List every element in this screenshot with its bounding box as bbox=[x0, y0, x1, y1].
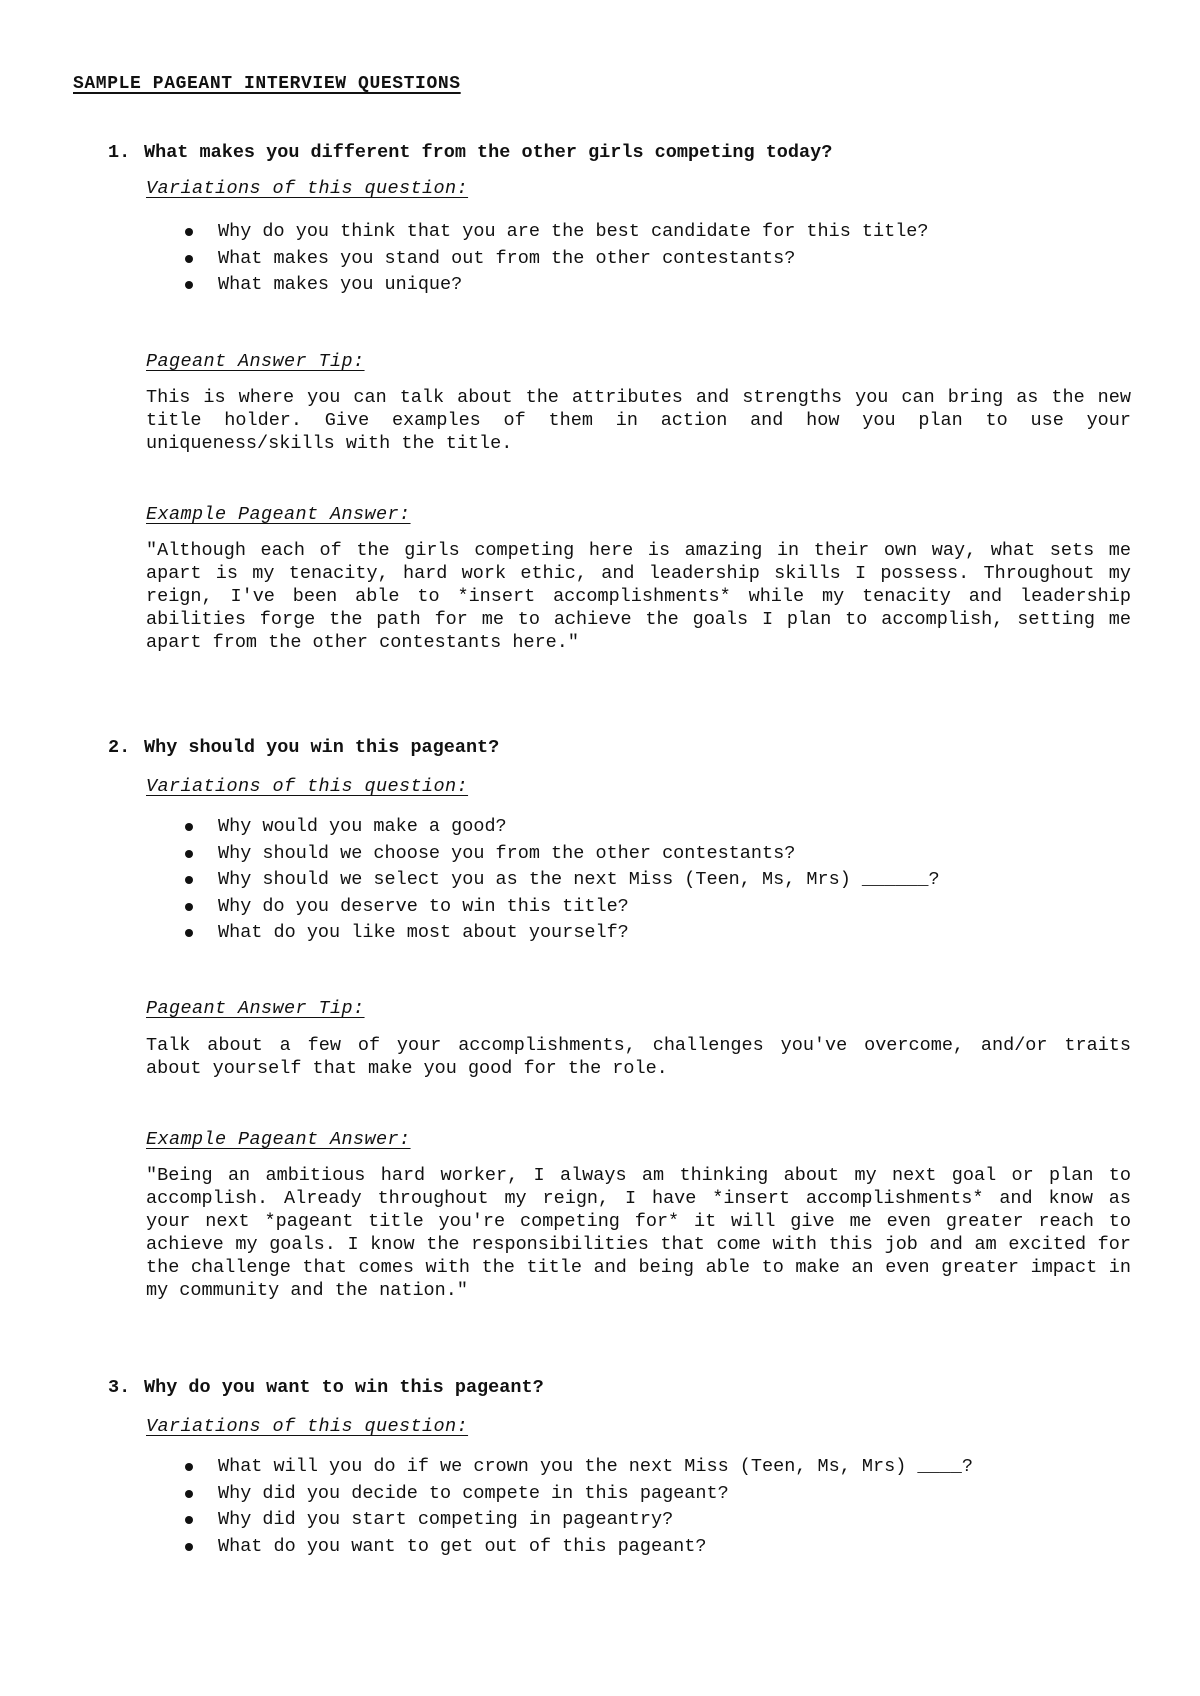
variations-label: Variations of this question: bbox=[146, 178, 469, 199]
variations-list bbox=[182, 219, 1133, 299]
example-text: "Being an ambitious hard worker, I always am thinking about my next goal or plan to accomplish. Already throughout my reign, I have *insert accomplishments* and know as your next *pageant title you're competing for* it will give me even greater reach to achieve my goals. I know the responsibilities that come with this job and am excited for the challenge that comes with the title and being able to make an even greater impact in my community and the nation." bbox=[146, 1164, 1131, 1301]
question-text: Why do you want to win this pageant? bbox=[144, 1377, 544, 1398]
bullet-icon bbox=[185, 1543, 193, 1551]
bullet-icon bbox=[185, 903, 193, 911]
variations-list bbox=[182, 1454, 1133, 1560]
bullet-icon bbox=[185, 823, 193, 831]
list-item: Why do you deserve to win this title? bbox=[182, 894, 1133, 921]
list-item: What makes you stand out from the other contestants? bbox=[182, 246, 1133, 273]
example-label: Example Pageant Answer: bbox=[146, 503, 411, 525]
question-heading bbox=[108, 737, 1133, 759]
list-item: What do you want to get out of this pageant? bbox=[182, 1534, 1133, 1561]
bullet-icon bbox=[185, 1516, 193, 1524]
question-section-2 bbox=[108, 737, 1133, 1302]
tip-label: Pageant Answer Tip: bbox=[146, 997, 365, 1019]
bullet-icon bbox=[185, 929, 193, 937]
question-number: 1. bbox=[108, 142, 131, 163]
question-text: Why should you win this pageant? bbox=[144, 737, 500, 758]
question-number: 2. bbox=[108, 737, 131, 758]
list-item: What do you like most about yourself? bbox=[182, 920, 1133, 947]
tip-text: Talk about a few of your accomplishments, challenges you've overcome, and/or traits about yourself that make you good for the role. bbox=[146, 1034, 1131, 1079]
list-item: What will you do if we crown you the next Miss (Teen, Ms, Mrs) ____? bbox=[182, 1454, 1133, 1481]
question-section-3 bbox=[108, 1377, 1133, 1560]
variations-list bbox=[182, 814, 1133, 947]
bullet-icon bbox=[185, 228, 193, 236]
bullet-icon bbox=[185, 876, 193, 884]
bullet-icon bbox=[185, 281, 193, 289]
list-item: What makes you unique? bbox=[182, 272, 1133, 299]
tip-label: Pageant Answer Tip: bbox=[146, 350, 365, 372]
list-item: Why should we select you as the next Miss (Teen, Ms, Mrs) ______? bbox=[182, 867, 1133, 894]
bullet-icon bbox=[185, 1490, 193, 1498]
list-item: Why should we choose you from the other contestants? bbox=[182, 841, 1133, 868]
bullet-icon bbox=[185, 255, 193, 263]
list-item: Why did you start competing in pageantry? bbox=[182, 1507, 1133, 1534]
bullet-icon bbox=[185, 1463, 193, 1471]
bullet-icon bbox=[185, 850, 193, 858]
tip-text: This is where you can talk about the attributes and strengths you can bring as the new title holder. Give examples of them in action and how you plan to use your uniqueness/skills with the title. bbox=[146, 386, 1131, 454]
variations-label: Variations of this question: bbox=[146, 776, 469, 797]
list-item: Why did you decide to compete in this pageant? bbox=[182, 1481, 1133, 1508]
question-heading bbox=[108, 1377, 1133, 1399]
example-label: Example Pageant Answer: bbox=[146, 1128, 411, 1150]
question-section-1 bbox=[108, 142, 1133, 654]
variations-label: Variations of this question: bbox=[146, 1416, 469, 1437]
question-heading bbox=[108, 142, 1133, 164]
question-text: What makes you different from the other girls competing today? bbox=[144, 142, 833, 163]
list-item: Why would you make a good? bbox=[182, 814, 1133, 841]
example-text: "Although each of the girls competing here is amazing in their own way, what sets me apart is my tenacity, hard work ethic, and leadership skills I possess. Throughout my reign, I've been able to *insert accomplishments* while my tenacity and leadership abilities forge the path for me to achieve the goals I plan to accomplish, setting me apart from the other contestants here." bbox=[146, 539, 1131, 653]
document-title: SAMPLE PAGEANT INTERVIEW QUESTIONS bbox=[73, 74, 461, 94]
question-number: 3. bbox=[108, 1377, 131, 1398]
list-item: Why do you think that you are the best candidate for this title? bbox=[182, 219, 1133, 246]
